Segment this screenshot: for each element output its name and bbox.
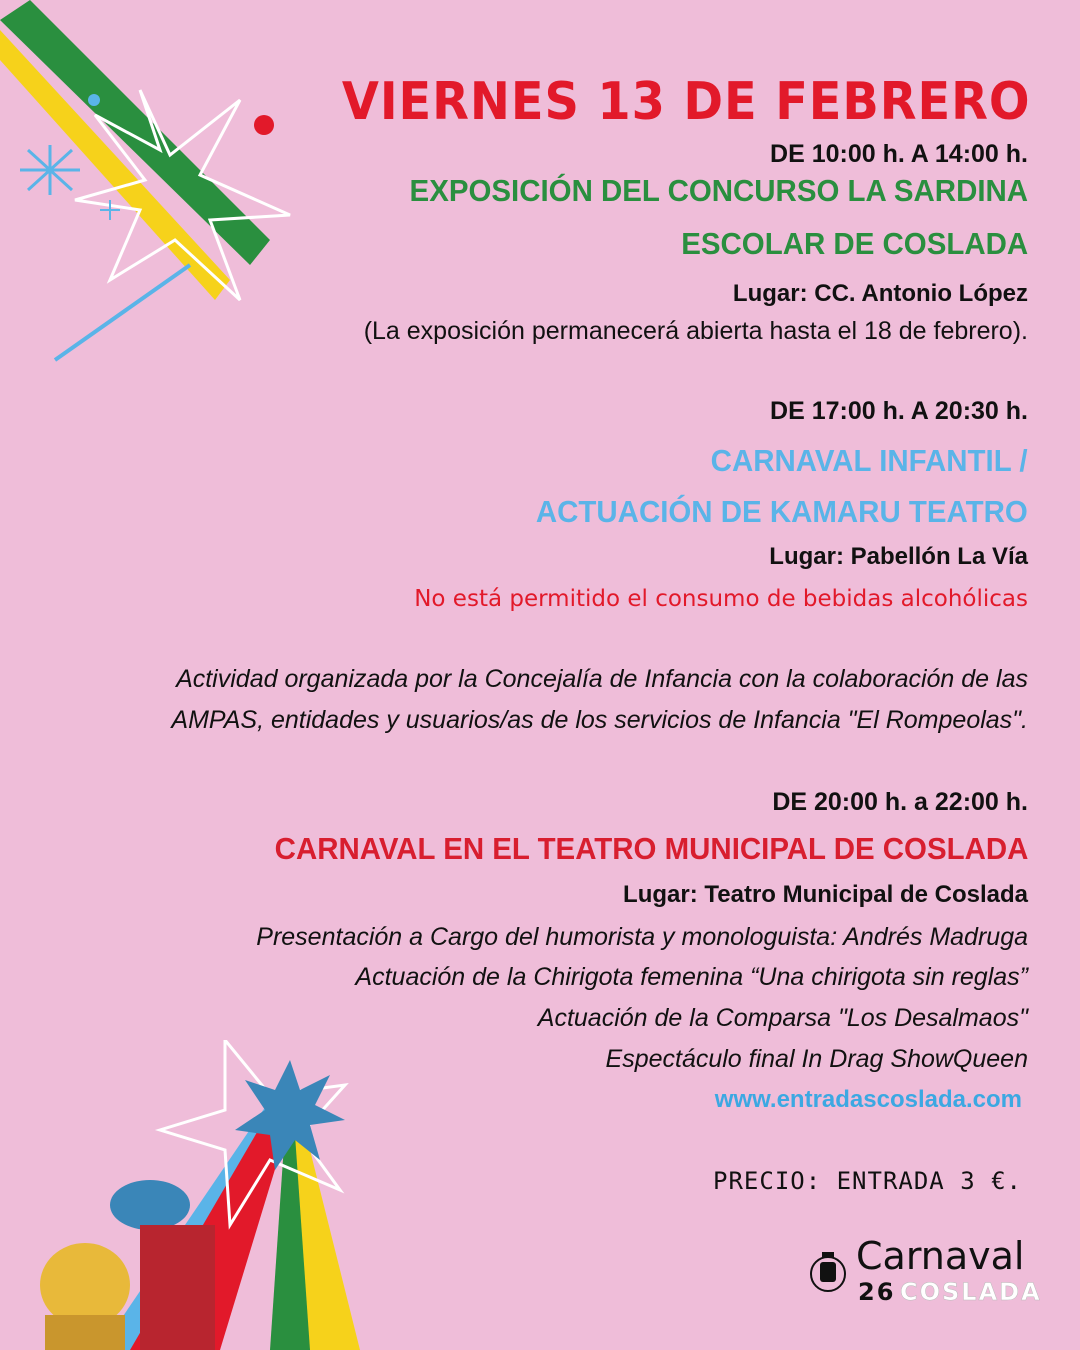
event2-place: Lugar: Pabellón La Vía	[769, 543, 1028, 570]
event1-title-line2: ESCOLAR DE COSLADA	[681, 226, 1028, 261]
carnaval-logo	[808, 1234, 1042, 1308]
cat-figure	[40, 1243, 130, 1327]
event2-title-line2: ACTUACIÓN DE KAMARU TEATRO	[536, 494, 1028, 529]
program-item: Actuación de la Chirigota femenina “Una chirigota sin reglas”	[355, 963, 1028, 991]
coat-of-arms-icon	[808, 1244, 848, 1304]
page-title: VIERNES 13 DE FEBRERO	[341, 72, 1030, 132]
event1-note: (La exposición permanecerá abierta hasta el 18 de febrero).	[363, 317, 1028, 345]
bottom-left-decoration	[0, 1040, 380, 1350]
event3-place: Lugar: Teatro Municipal de Coslada	[623, 881, 1028, 908]
program-item: Actuación de la Comparsa "Los Desalmaos"	[537, 1004, 1028, 1032]
program-item: Presentación a Cargo del humorista y monologuista: Andrés Madruga	[256, 923, 1028, 951]
event1-place: Lugar: CC. Antonio López	[732, 280, 1028, 307]
event2-title-line1: CARNAVAL INFANTIL /	[711, 443, 1028, 478]
event3-time: DE 20:00 h. a 22:00 h.	[772, 788, 1028, 816]
event3-title: CARNAVAL EN EL TEATRO MUNICIPAL DE COSLADA	[274, 831, 1028, 866]
logo-year: 26	[858, 1278, 896, 1306]
tickets-link[interactable]: www.entradascoslada.com	[714, 1086, 1022, 1113]
event2-info-line1: Actividad organizada por la Concejalía de Infancia con la colaboración de las	[176, 665, 1028, 693]
logo-word: Carnaval	[856, 1234, 1025, 1278]
event2-info-line2: AMPAS, entidades y usuarios/as de los servicios de Infancia "El Rompeolas".	[171, 706, 1028, 734]
event2-time: DE 17:00 h. A 20:30 h.	[770, 397, 1028, 425]
top-left-decoration	[0, 0, 300, 380]
event1-time: DE 10:00 h. A 14:00 h.	[770, 140, 1028, 168]
program-item: Espectáculo final In Drag ShowQueen	[605, 1045, 1028, 1073]
event1-title-line1: EXPOSICIÓN DEL CONCURSO LA SARDINA	[409, 173, 1028, 208]
logo-city: COSLADA	[900, 1278, 1042, 1306]
mouse-figure	[110, 1180, 190, 1230]
price-label: PRECIO: ENTRADA 3 €.	[713, 1167, 1022, 1195]
event2-warning: No está permitido el consumo de bebidas alcohólicas	[414, 586, 1028, 612]
